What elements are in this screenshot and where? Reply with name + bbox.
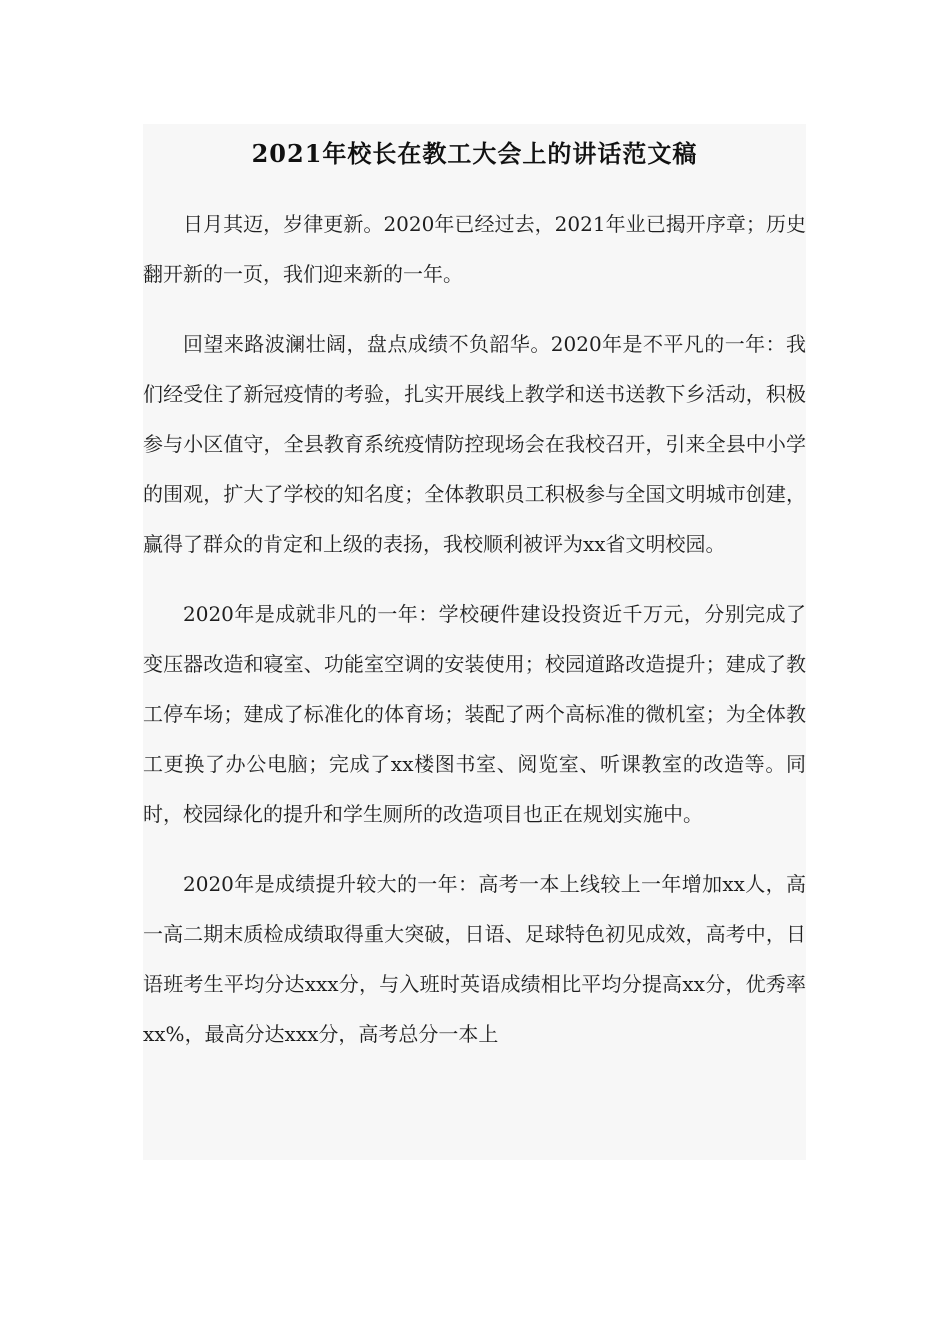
paragraph-4: 2020年是成绩提升较大的一年：高考一本上线较上一年增加xx人，高一高二期末质检成绩取得重大突破，日语、足球特色初见成效，高考中，日语班考生平均分达xxx分，与入班时英语成绩相比平均分提高xx分，优秀率xx%，最高分达xxx分，高考总分一本上 (143, 872, 806, 1046)
paragraph-3: 2020年是成就非凡的一年：学校硬件建设投资近千万元，分别完成了变压器改造和寝室、功能室空调的安装使用；校园道路改造提升；建成了教工停车场；建成了标准化的体育场；装配了两个高标准的微机室；为全体教工更换了办公电脑；完成了xx楼图书室、阅览室、听课教室的改造等。同时，校园绿化的提升和学生厕所的改造项目也正在规划实施中。 (143, 602, 806, 826)
document-page (143, 124, 806, 1160)
paragraph-1: 日月其迈，岁律更新。2020年已经过去，2021年业已揭开序章；历史翻开新的一页，我们迎来新的一年。 (143, 212, 806, 286)
document-title: 2021年校长在教工大会上的讲话范文稿 (251, 139, 698, 168)
paragraph-2: 回望来路波澜壮阔，盘点成绩不负韶华。2020年是不平凡的一年：我们经受住了新冠疫情的考验，扎实开展线上教学和送书送教下乡活动，积极参与小区值守，全县教育系统疫情防控现场会在我校召开，引来全县中小学的围观，扩大了学校的知名度；全体教职员工积极参与全国文明城市创建，赢得了群众的肯定和上级的表扬，我校顺利被评为xx省文明校园。 (143, 332, 806, 556)
